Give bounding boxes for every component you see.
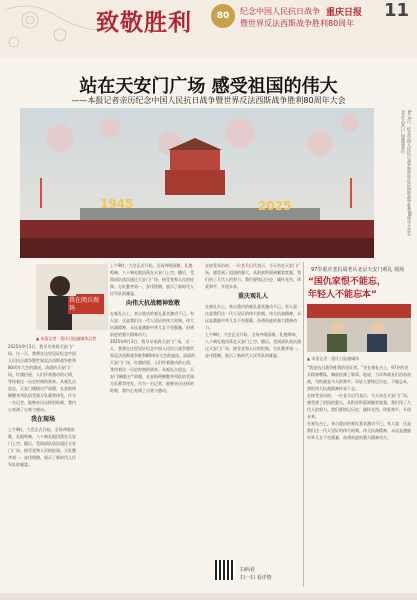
body-column-3 (205, 262, 301, 552)
body-text-1: 2025年9月3日，我早早来到天安门广场，这一天，我将在这里见证纪念中国人民抗日战争暨世界反法西斯战争胜利80周年大会的盛况。清晨的天安门广场，红旗招展，人们怀着激动的心情，等待着这一历史时刻的到来。从观礼台望去，天安门城楼庄严肃穆，长安街两侧整齐列队的受阅方队蓄势待发。作为一名记者，能够亲历这样的时刻，我内心充满了自豪与感动。 (8, 344, 76, 412)
reporter-credit: ▲ 本报记者 · 重庆日报融媒体记者 (36, 336, 97, 341)
section-heading-2: 向伟大抗战精神致敬 (125, 300, 180, 307)
section-title: 致敬胜利 (96, 9, 192, 36)
body-text-4: 在观礼台上，来自重庆的观礼嘉宾激动不已。有人说：这是我们这一代人见证的伟大时刻。伟大抗战精神，永远是激励中华儿女不畏强暴、奋勇前进的强大精神动力。 (110, 311, 194, 337)
body-text-7: 在观礼台上，来自重庆的观礼嘉宾激动不已。有人说：这是我们这一代人见证的伟大时刻。伟大抗战精神，永远是激励中华儿女不畏强暴、奋勇前进的强大精神动力。 (205, 304, 301, 330)
anniversary-badge: 80 (211, 4, 235, 28)
paper-name: 重庆日报 (326, 8, 363, 18)
section-heading-1: 我在现场 (30, 416, 55, 423)
section-heading-3: 重庆观礼人 (237, 293, 268, 300)
page-number: 11 (384, 0, 410, 21)
photo-sign-1945: 1945 (100, 197, 134, 211)
side-body-text-3: 在观礼台上，来自重庆的观礼嘉宾激动不已。有人说：这是我们这一代人见证的伟大时刻。伟大抗战精神，永远是激励中华儿女不畏强暴、奋勇前进的强大精神动力。 (307, 421, 411, 440)
section-subtitle-2: 暨世界反法西斯战争胜利80周年 (240, 19, 355, 28)
reporter-tag: 我在阅兵现场 (68, 296, 104, 314)
side-headline-line-1: “国仇家恨不能忘， (308, 277, 386, 287)
photo-sign-2025: 2025 (258, 199, 292, 213)
qr-label-line-1: 扫码看 (240, 567, 256, 573)
qr-code[interactable] (215, 560, 235, 580)
flower-decoration-icon (0, 0, 110, 58)
article-subheadline: ——本报记者亲历纪念中国人民抗日战争暨世界反法西斯战争胜利80周年大会 (71, 96, 346, 105)
tiananmen-photo (20, 108, 374, 258)
body-column-2 (110, 262, 196, 587)
body-text-8: 上午9时，大会正式开始。全场齐唱国歌，礼炮鸣响，八十响礼炮回荡在天安门上空。随后，受阅部队依次通过天安门广场，接受党和人民的检阅。方队整齐划一，步伐铿锵，展示了新时代人民军队的雄姿。 (205, 332, 301, 358)
side-story-kicker: 97岁重庆老抗战老兵北京天安门观礼 现场 (311, 267, 404, 273)
side-photo-caption: ▲ 本报记者 · 重庆日报融媒体 (307, 356, 360, 361)
body-text-2: 上午9时，大会正式开始。全场齐唱国歌，礼炮鸣响，八十响礼炮回荡在天安门上空。随后，受阅部队依次通过天安门广场，接受党和人民的检阅。方队整齐划一，步伐铿锵，展示了新时代人民军队的雄姿。 (8, 427, 76, 467)
page-footer (0, 593, 417, 600)
side-story-body (307, 364, 411, 588)
side-headline-line-2: 年轻人不能忘本” (308, 290, 377, 300)
qr-label (240, 566, 272, 582)
veteran-photo (307, 304, 411, 352)
body-text-6: 在接受采访时，一位老兵后代表示，今天站在天安门广场，感受到了祖国的强大。从积贫积弱到繁荣富强，我们用了几代人的努力。我们要铭记历史、缅怀先烈、珍爱和平、开创未来。 (205, 263, 301, 289)
body-column-1 (8, 343, 78, 588)
side-body-text-1: “我是抗日战争胜利的见证者。”坐在观礼台上，97岁的老兵精神矍铄，胸前挂满了勋章。他说，当年和战友们浴血奋战，为的就是今天的和平。年轻人要铭记历史，不能忘本，要把伟大抗战精神传承下去。 (307, 365, 411, 391)
qr-label-line-2: 扫一扫 看详情 (240, 575, 272, 581)
body-text-5: 2025年9月3日，我早早来到天安门广场，这一天，我将在这里见证纪念中国人民抗日战争暨世界反法西斯战争胜利80周年大会的盛况。清晨的天安门广场，红旗招展，人们怀着激动的心情，等待着这一历史时刻的到来。从观礼台望去，天安门城楼庄严肃穆，长安街两侧整齐列队的受阅方队蓄势待发。作为一名记者，能够亲历这样的时刻，我内心充满了自豪与感动。 (110, 339, 196, 393)
article-headline: 站在天安门广场 感受祖国的伟大 (79, 76, 338, 97)
side-body-text-2: 在接受采访时，一位老兵后代表示，今天站在天安门广场，感受到了祖国的强大。从积贫积弱到繁荣富强，我们用了几代人的努力。我们要铭记历史、缅怀先烈、珍爱和平、开创未来。 (307, 393, 411, 419)
side-story-headline (308, 276, 386, 302)
column-divider (303, 262, 304, 587)
body-text-3: 上午9时，大会正式开始。全场齐唱国歌，礼炮鸣响，八十响礼炮回荡在天安门上空。随后，受阅部队依次通过天安门广场，接受党和人民的检阅。方队整齐划一，步伐铿锵，展示了新时代人民军队的雄姿。 (110, 263, 194, 296)
section-subtitle-1: 纪念中国人民抗日战争 (240, 7, 320, 16)
photo-caption: 9月3日，纪念中国人民抗日战争暨世界反法西斯战争胜利80周年大会在北京天安门广场隆重举行 (401, 110, 412, 237)
